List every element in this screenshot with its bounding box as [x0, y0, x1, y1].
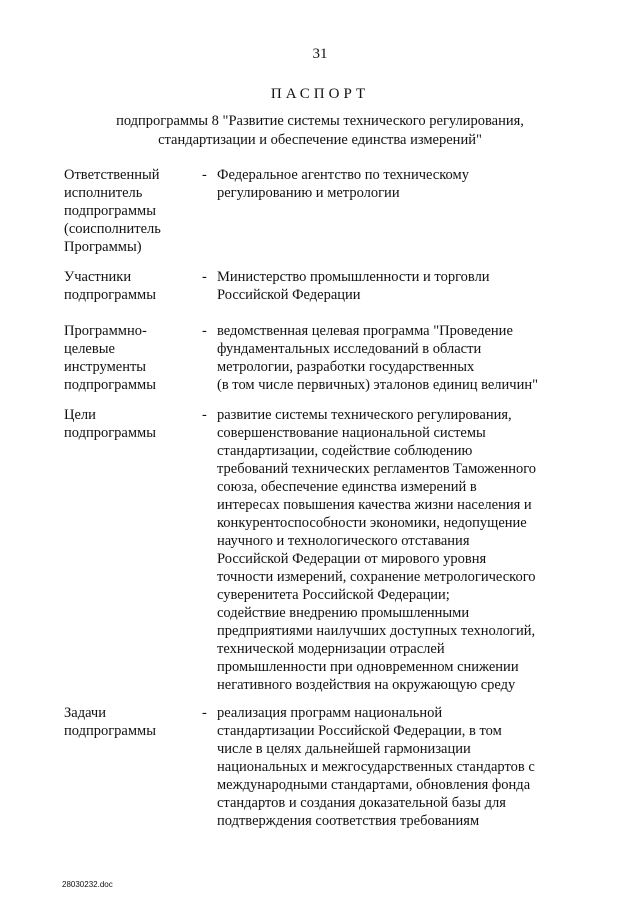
row-value — [217, 166, 567, 202]
row-value — [217, 406, 567, 694]
value-line: Министерство промышленности и торговли — [217, 269, 490, 285]
row-dash: - — [202, 407, 207, 423]
label-line: подпрограммы — [64, 425, 156, 441]
row-label — [64, 268, 194, 304]
value-line: содействие внедрению промышленными — [217, 605, 470, 621]
row-dash: - — [202, 705, 207, 721]
value-line: союза, обеспечение единства измерений в — [217, 479, 477, 495]
row-value — [217, 322, 567, 394]
document-title: ПАСПОРТ — [270, 86, 370, 102]
value-line: регулированию и метрологии — [217, 185, 400, 201]
label-line: инструменты — [64, 359, 147, 375]
value-line: предприятиями наилучших доступных технологий, — [217, 623, 536, 639]
label-line: Программно- — [64, 323, 147, 339]
value-line: стандартизации Российской Федерации, в том — [217, 723, 502, 739]
row-label — [64, 704, 194, 740]
label-line: Цели — [64, 407, 96, 423]
value-line: точности измерений, сохранение метрологического — [217, 569, 536, 585]
label-line: исполнитель — [64, 185, 143, 201]
row-value — [217, 268, 567, 304]
row-dash: - — [202, 167, 207, 183]
value-line: национальных и межгосударственных стандартов с — [217, 759, 535, 775]
value-line: конкурентоспособности экономики, недопущение — [217, 515, 527, 531]
row-dash: - — [202, 323, 207, 339]
subtitle-line: стандартизации и обеспечение единства измерений" — [158, 132, 482, 148]
value-line: научного и технологического отставания — [217, 533, 470, 549]
row-label — [64, 322, 194, 394]
value-line: стандартизации, содействие соблюдению — [217, 443, 473, 459]
label-line: (соисполнитель — [64, 221, 161, 237]
value-line: международными стандартами, обновления фонда — [217, 777, 531, 793]
value-line: Российской Федерации от мирового уровня — [217, 551, 487, 567]
value-line: Российской Федерации — [217, 287, 361, 303]
value-line: подтверждения соответствия требованиям — [217, 813, 480, 829]
label-line: целевые — [64, 341, 115, 357]
value-line: промышленности при одновременном снижении — [217, 659, 519, 675]
value-line: ведомственная целевая программа "Проведение — [217, 323, 513, 339]
value-line: фундаментальных исследований в области — [217, 341, 482, 357]
value-line: совершенствование национальной системы — [217, 425, 486, 441]
value-line: стандартов и создания доказательной базы для — [217, 795, 506, 811]
row-dash: - — [202, 269, 207, 285]
subtitle-line: подпрограммы 8 "Развитие системы технического регулирования, — [116, 113, 524, 129]
value-line: (в том числе первичных) эталонов единиц величин" — [217, 377, 539, 393]
label-line: подпрограммы — [64, 723, 156, 739]
label-line: подпрограммы — [64, 203, 156, 219]
page-number: 31 — [312, 46, 328, 62]
value-line: суверенитета Российской Федерации; — [217, 587, 450, 603]
value-line: реализация программ национальной — [217, 705, 443, 721]
label-line: Участники — [64, 269, 132, 285]
value-line: интересах повышения качества жизни населения и — [217, 497, 532, 513]
value-line: числе в целях дальнейшей гармонизации — [217, 741, 471, 757]
document-file-id: 28030232.doc — [62, 880, 113, 889]
value-line: метрологии, разработки государственных — [217, 359, 475, 375]
label-line: Программы) — [64, 239, 142, 255]
document-subtitle — [0, 112, 640, 150]
value-line: негативного воздействия на окружающую среду — [217, 677, 516, 693]
label-line: подпрограммы — [64, 377, 156, 393]
value-line: требований технических регламентов Таможенного — [217, 461, 537, 477]
value-line: развитие системы технического регулирования, — [217, 407, 512, 423]
value-line: технической модернизации отраслей — [217, 641, 445, 657]
label-line: Задачи — [64, 705, 106, 721]
row-label — [64, 406, 194, 442]
row-value — [217, 704, 567, 830]
label-line: подпрограммы — [64, 287, 156, 303]
row-label — [64, 166, 194, 256]
label-line: Ответственный — [64, 167, 160, 183]
value-line: Федеральное агентство по техническому — [217, 167, 469, 183]
